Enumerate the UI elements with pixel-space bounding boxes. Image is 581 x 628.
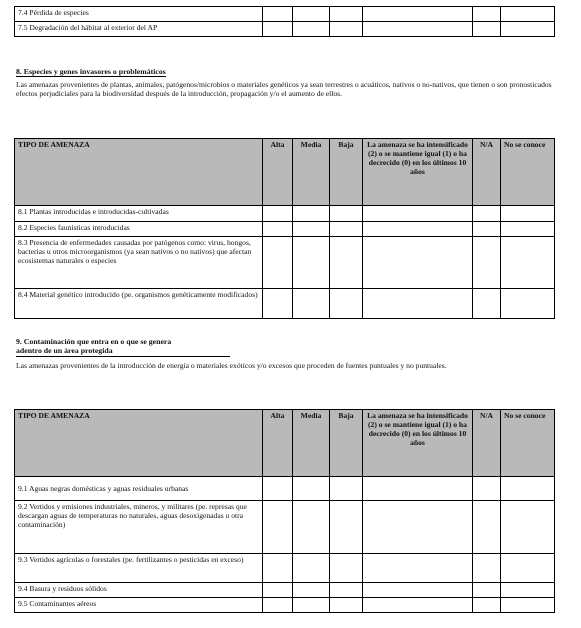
cell-media[interactable] bbox=[293, 7, 330, 22]
cell-baja[interactable] bbox=[330, 554, 363, 583]
header-alta: Alta bbox=[263, 410, 293, 477]
table-row bbox=[15, 22, 555, 37]
table-header-row bbox=[15, 139, 555, 206]
cell-baja[interactable] bbox=[330, 22, 363, 37]
table-row bbox=[15, 206, 555, 222]
row-label-9-4: 9.4 Basura y residuos sólidos bbox=[15, 583, 263, 598]
cell-media[interactable] bbox=[293, 22, 330, 37]
cell-intensity[interactable] bbox=[363, 501, 473, 554]
cell-intensity[interactable] bbox=[363, 477, 473, 501]
header-baja: Baja bbox=[330, 410, 363, 477]
cell-no-se-conoce[interactable] bbox=[501, 501, 555, 554]
cell-baja[interactable] bbox=[330, 222, 363, 237]
cell-na[interactable] bbox=[473, 289, 501, 319]
cell-media[interactable] bbox=[293, 583, 330, 598]
cell-intensity[interactable] bbox=[363, 7, 473, 22]
section9-table bbox=[14, 409, 555, 613]
cell-media[interactable] bbox=[293, 554, 330, 583]
table-row bbox=[15, 554, 555, 583]
row-label-8-2: 8.2 Especies faunísticas introducidas bbox=[15, 222, 263, 237]
header-no-se-conoce: No se conoce bbox=[501, 410, 555, 477]
row-label-9-1: 9.1 Aguas negras domésticas y aguas residuales urbanas bbox=[15, 477, 263, 501]
cell-na[interactable] bbox=[473, 477, 501, 501]
cell-na[interactable] bbox=[473, 554, 501, 583]
header-na: N/A bbox=[473, 410, 501, 477]
section7-table-continuation bbox=[14, 6, 555, 37]
header-media: Media bbox=[293, 410, 330, 477]
cell-baja[interactable] bbox=[330, 7, 363, 22]
cell-baja[interactable] bbox=[330, 237, 363, 289]
cell-no-se-conoce[interactable] bbox=[501, 477, 555, 501]
cell-no-se-conoce[interactable] bbox=[501, 583, 555, 598]
cell-no-se-conoce[interactable] bbox=[501, 289, 555, 319]
cell-na[interactable] bbox=[473, 598, 501, 613]
cell-alta[interactable] bbox=[263, 554, 293, 583]
cell-na[interactable] bbox=[473, 222, 501, 237]
header-tipo: TIPO DE AMENAZA bbox=[15, 410, 263, 477]
cell-intensity[interactable] bbox=[363, 598, 473, 613]
cell-intensity[interactable] bbox=[363, 22, 473, 37]
cell-intensity[interactable] bbox=[363, 206, 473, 222]
header-na: N/A bbox=[473, 139, 501, 206]
cell-no-se-conoce[interactable] bbox=[501, 237, 555, 289]
header-media: Media bbox=[293, 139, 330, 206]
cell-media[interactable] bbox=[293, 237, 330, 289]
cell-no-se-conoce[interactable] bbox=[501, 222, 555, 237]
cell-na[interactable] bbox=[473, 583, 501, 598]
row-label-8-1: 8.1 Plantas introducidas e introducidas-cultivadas bbox=[15, 206, 263, 222]
table-row bbox=[15, 7, 555, 22]
cell-alta[interactable] bbox=[263, 7, 293, 22]
row-label-8-3: 8.3 Presencia de enfermedades causadas por patógenos como: virus, hongos, bacterias u otros microorganismos (ya sean nativos o no nativos) que afectan ecosistemas naturales o especies bbox=[15, 237, 263, 289]
section8-description: Las amenazas provenientes de plantas, animales, patógenos/microbios o materiales genéticos ya sean terrestres o acuáticos, nativos o no-nativos, que tienen o son pronosticados efectos perjudiciales para la biodiversidad después de la introducción, propagación y/o el aumento de ellos. bbox=[16, 80, 552, 99]
cell-baja[interactable] bbox=[330, 477, 363, 501]
row-label-7-4: 7.4 Pérdida de especies bbox=[15, 7, 263, 22]
cell-no-se-conoce[interactable] bbox=[501, 598, 555, 613]
table-header-row bbox=[15, 410, 555, 477]
cell-na[interactable] bbox=[473, 237, 501, 289]
cell-alta[interactable] bbox=[263, 22, 293, 37]
cell-media[interactable] bbox=[293, 289, 330, 319]
header-intensity: La amenaza se ha intensificado (2) o se mantiene igual (1) o ha decrecido (0) en los últimos 10 años bbox=[363, 139, 473, 206]
cell-media[interactable] bbox=[293, 206, 330, 222]
section9-title: 9. Contaminación que entra en o que se genera adentro de un área protegida bbox=[16, 337, 230, 357]
header-alta: Alta bbox=[263, 139, 293, 206]
cell-no-se-conoce[interactable] bbox=[501, 206, 555, 222]
header-intensity: La amenaza se ha intensificado (2) o se mantiene igual (1) o ha decrecido (0) en los últimos 10 años bbox=[363, 410, 473, 477]
cell-alta[interactable] bbox=[263, 501, 293, 554]
cell-media[interactable] bbox=[293, 598, 330, 613]
cell-intensity[interactable] bbox=[363, 222, 473, 237]
section9-description: Las amenazas provenientes de la introducción de energía o materiales exóticos y/o excesos que proceden de fuentes puntuales y no puntuales. bbox=[16, 361, 447, 370]
section8-title: 8. Especies y genes invasores o problemáticos bbox=[16, 67, 166, 76]
cell-no-se-conoce[interactable] bbox=[501, 7, 555, 22]
row-label-9-2: 9.2 Vertidos y emisiones industriales, mineros, y militares (pe. represas que descargan aguas de temperaturas no naturales, aguas desoxigenadas u otra contaminación) bbox=[15, 501, 263, 554]
cell-baja[interactable] bbox=[330, 206, 363, 222]
cell-alta[interactable] bbox=[263, 477, 293, 501]
cell-baja[interactable] bbox=[330, 501, 363, 554]
table-row bbox=[15, 477, 555, 501]
header-baja: Baja bbox=[330, 139, 363, 206]
cell-intensity[interactable] bbox=[363, 554, 473, 583]
cell-na[interactable] bbox=[473, 22, 501, 37]
header-tipo: TIPO DE AMENAZA bbox=[15, 139, 263, 206]
row-label-8-4: 8.4 Material genético introducido (pe. organismos genéticamente modificados) bbox=[15, 289, 263, 319]
cell-baja[interactable] bbox=[330, 583, 363, 598]
cell-alta[interactable] bbox=[263, 237, 293, 289]
header-no-se-conoce: No se conoce bbox=[501, 139, 555, 206]
cell-baja[interactable] bbox=[330, 289, 363, 319]
table-row bbox=[15, 598, 555, 613]
table-row bbox=[15, 222, 555, 237]
cell-na[interactable] bbox=[473, 7, 501, 22]
cell-alta[interactable] bbox=[263, 289, 293, 319]
table-row bbox=[15, 501, 555, 554]
row-label-9-3: 9.3 Vertidos agrícolas o forestales (pe. fertilizantes o pesticidas en exceso) bbox=[15, 554, 263, 583]
row-label-9-5: 9.5 Contaminantes aéreos bbox=[15, 598, 263, 613]
cell-baja[interactable] bbox=[330, 598, 363, 613]
cell-na[interactable] bbox=[473, 501, 501, 554]
cell-media[interactable] bbox=[293, 477, 330, 501]
table-row bbox=[15, 583, 555, 598]
cell-no-se-conoce[interactable] bbox=[501, 22, 555, 37]
section8-table bbox=[14, 138, 555, 319]
cell-alta[interactable] bbox=[263, 583, 293, 598]
cell-intensity[interactable] bbox=[363, 237, 473, 289]
cell-intensity[interactable] bbox=[363, 289, 473, 319]
cell-alta[interactable] bbox=[263, 206, 293, 222]
cell-alta[interactable] bbox=[263, 598, 293, 613]
cell-na[interactable] bbox=[473, 206, 501, 222]
cell-media[interactable] bbox=[293, 501, 330, 554]
table-row bbox=[15, 289, 555, 319]
row-label-7-5: 7.5 Degradación del hábitat al exterior del AP bbox=[15, 22, 263, 37]
table-row bbox=[15, 237, 555, 289]
cell-media[interactable] bbox=[293, 222, 330, 237]
cell-intensity[interactable] bbox=[363, 583, 473, 598]
cell-no-se-conoce[interactable] bbox=[501, 554, 555, 583]
cell-alta[interactable] bbox=[263, 222, 293, 237]
